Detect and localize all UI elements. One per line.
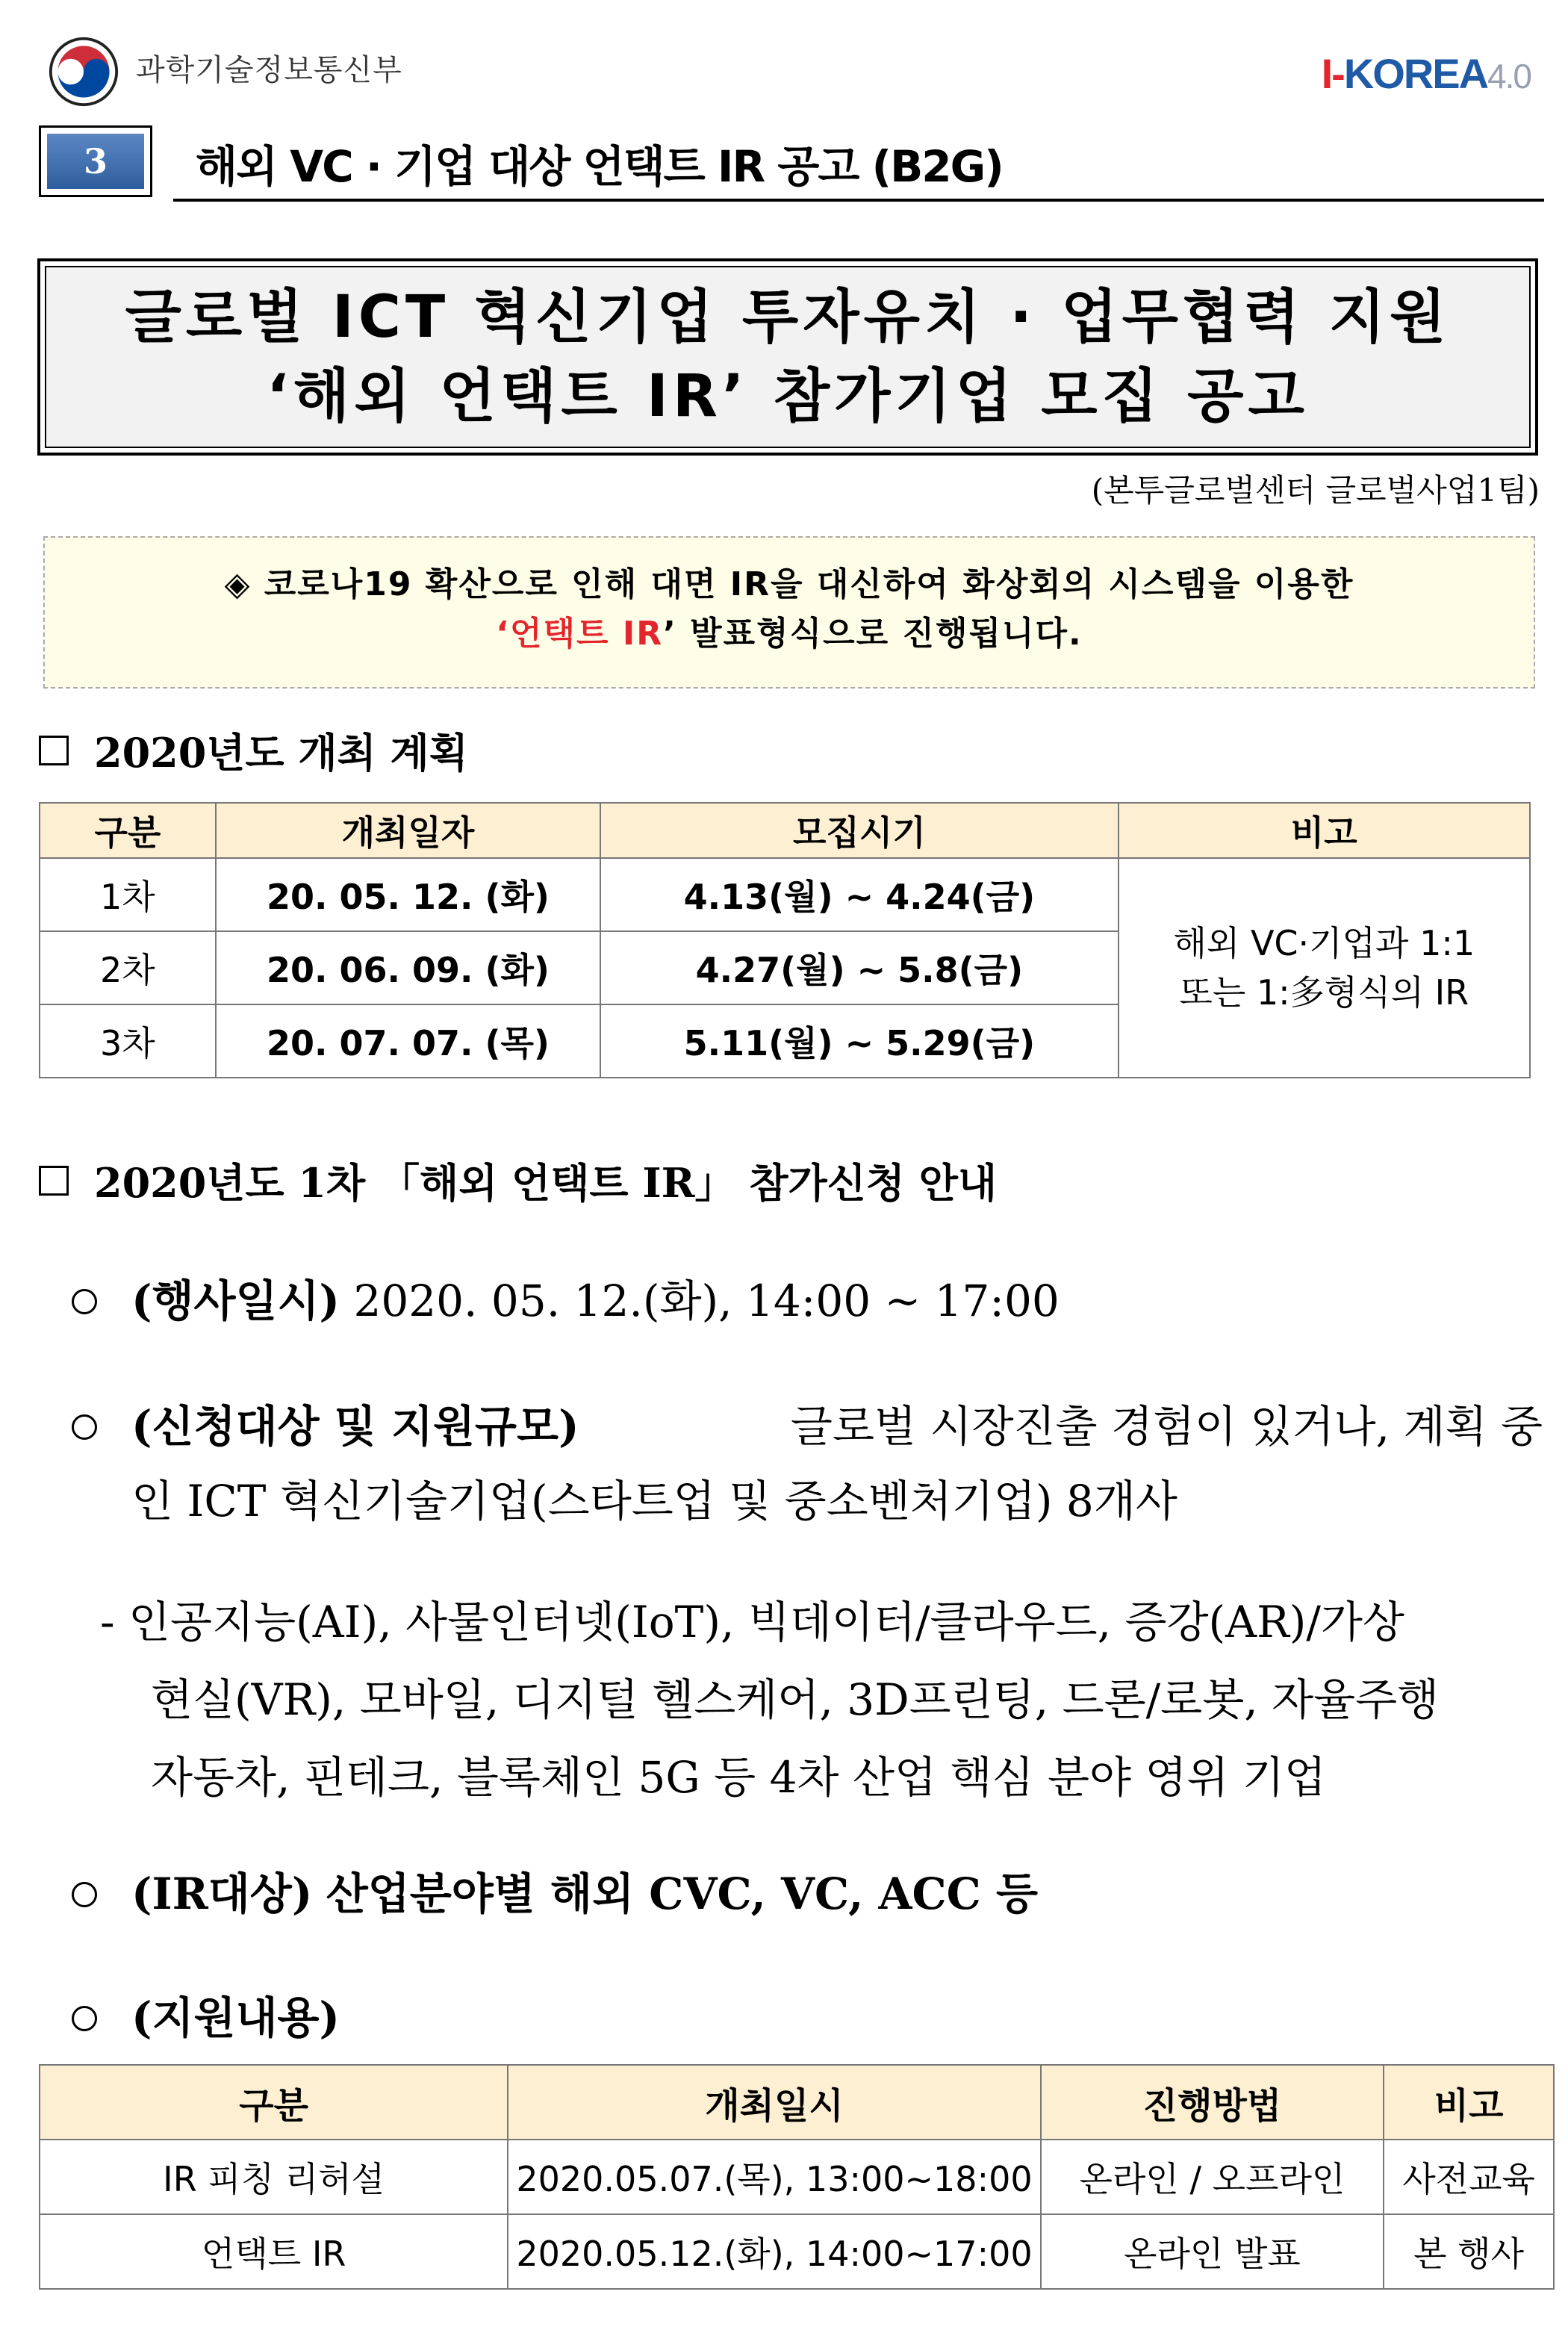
section-divider [173, 199, 1544, 202]
date-cell: 20. 06. 09. (화) [216, 931, 600, 1004]
ir-target-item [72, 1857, 1038, 1931]
checkbox-icon [39, 736, 69, 765]
fields-line-3: 자동차, 핀테크, 블록체인 5G 등 4차 산업 핵심 분야 영위 기업 [151, 1752, 1326, 1803]
ministry-emblem-icon [48, 36, 119, 108]
item-label: (신청대상 및 지원규모) [131, 1401, 579, 1452]
support-table [39, 2064, 1555, 2290]
fields-line-2: 현실(VR), 모바일, 디지털 헬스케어, 3D프린팅, 드론/로봇, 자율주행 [151, 1674, 1440, 1725]
title-line-1: 글로벌 ICT 혁신기업 투자유치 · 업무협력 지원 [125, 284, 1451, 351]
method-cell: 온라인 / 오프라인 [1041, 2140, 1384, 2214]
category-cell: IR 피칭 리허설 [40, 2140, 508, 2214]
circle-bullet-icon [72, 2006, 97, 2031]
col-header: 비고 [1119, 803, 1530, 858]
recruit-period-cell: 5.11(월) ~ 5.29(금) [600, 1004, 1118, 1078]
notice-highlight: 언택트 IR [510, 615, 664, 653]
item-text: 글로벌 시장진출 경험이 있거나, 계획 중 [790, 1401, 1543, 1452]
col-header: 구분 [40, 803, 216, 858]
table-row [40, 858, 1530, 931]
plan-heading [39, 721, 468, 779]
col-header: 모집시기 [600, 803, 1118, 858]
item-text-cont: 인 ICT 혁신기술기업(스타트업 및 중소벤처기업) 8개사 [131, 1476, 1177, 1526]
guide-heading-text: 2020년도 1차 「해외 언택트 IR」 참가신청 안내 [94, 1159, 998, 1207]
col-header: 진행방법 [1041, 2065, 1384, 2140]
brand-i: I [1321, 50, 1332, 97]
plan-table [39, 802, 1531, 1078]
col-header: 개최일시 [508, 2065, 1040, 2140]
recruit-period-cell: 4.13(월) ~ 4.24(금) [600, 858, 1118, 931]
col-header: 개최일자 [216, 803, 600, 858]
table-row [40, 2140, 1554, 2214]
round-cell: 2차 [40, 931, 216, 1004]
item-label: (행사일시) [131, 1276, 340, 1326]
item-label: (IR대상) [131, 1868, 313, 1919]
remark-cell [1119, 858, 1530, 1078]
circle-bullet-icon [72, 1882, 97, 1907]
notice-line-1: ◈ 코로나19 확산으로 인해 대면 IR을 대신하여 화상회의 시스템을 이용한 [224, 565, 1354, 603]
remark-cell: 사전교육 [1384, 2140, 1554, 2214]
notice-quote-open: ‘ [496, 615, 510, 653]
section-number-box [39, 125, 152, 197]
event-datetime-item [72, 1264, 1060, 1338]
circle-bullet-icon [72, 1414, 97, 1440]
guide-heading [39, 1152, 997, 1209]
method-cell: 온라인 발표 [1041, 2214, 1384, 2289]
i-korea-logo [1322, 49, 1531, 98]
brand-korea: KOREA [1343, 50, 1488, 97]
eligibility-item [72, 1389, 1543, 1538]
title-box [37, 258, 1538, 456]
remark-cell: 본 행사 [1384, 2214, 1554, 2289]
recruit-period-cell: 4.27(월) ~ 5.8(금) [600, 931, 1118, 1004]
notice-line-2 [45, 609, 1534, 659]
plan-heading-text: 2020년도 개최 계획 [94, 729, 468, 777]
title-box-inner [45, 266, 1531, 448]
datetime-cell: 2020.05.07.(목), 13:00~18:00 [508, 2140, 1040, 2214]
table-header-row [40, 803, 1530, 858]
target-fields [100, 1583, 1541, 1816]
date-cell: 20. 05. 12. (화) [216, 858, 600, 931]
col-header: 비고 [1384, 2065, 1554, 2140]
round-cell: 3차 [40, 1004, 216, 1078]
circle-bullet-icon [72, 1289, 97, 1314]
ministry-name: 과학기술정보통신부 [136, 53, 402, 87]
brand-version: 4.0 [1487, 57, 1531, 96]
notice-box [43, 536, 1535, 689]
item-text: 2020. 05. 12.(화), 14:00 ~ 17:00 [353, 1276, 1060, 1326]
item-label: (지원내용) [131, 1992, 340, 2043]
brand-dash: - [1331, 50, 1344, 97]
section-title: 해외 VC · 기업 대상 언택트 IR 공고 (B2G) [196, 141, 1003, 192]
item-text: 산업분야별 해외 CVC, VC, ACC 등 [326, 1868, 1039, 1919]
notice-rest: ’ 발표형식으로 진행됩니다. [663, 615, 1083, 653]
title-line-2: ‘해외 언택트 IR’ 참가기업 모집 공고 [267, 363, 1309, 430]
remark-line-1: 해외 VC·기업과 1:1 [1173, 923, 1475, 963]
category-cell: 언택트 IR [40, 2214, 508, 2289]
support-content-item [72, 1980, 340, 2055]
org-note: (본투글로벌센터 글로벌사업1팀) [1091, 472, 1540, 509]
table-header-row [40, 2065, 1554, 2140]
remark-line-2: 또는 1:多형식의 IR [1179, 972, 1469, 1013]
datetime-cell: 2020.05.12.(화), 14:00~17:00 [508, 2214, 1040, 2289]
round-cell: 1차 [40, 858, 216, 931]
section-number: 3 [47, 134, 144, 189]
date-cell: 20. 07. 07. (목) [216, 1004, 600, 1078]
col-header: 구분 [40, 2065, 508, 2140]
checkbox-icon [39, 1166, 69, 1196]
fields-line-1: - 인공지능(AI), 사물인터넷(IoT), 빅데이터/클라우드, 증강(AR)/가상 [100, 1597, 1404, 1647]
table-row [40, 2214, 1554, 2289]
